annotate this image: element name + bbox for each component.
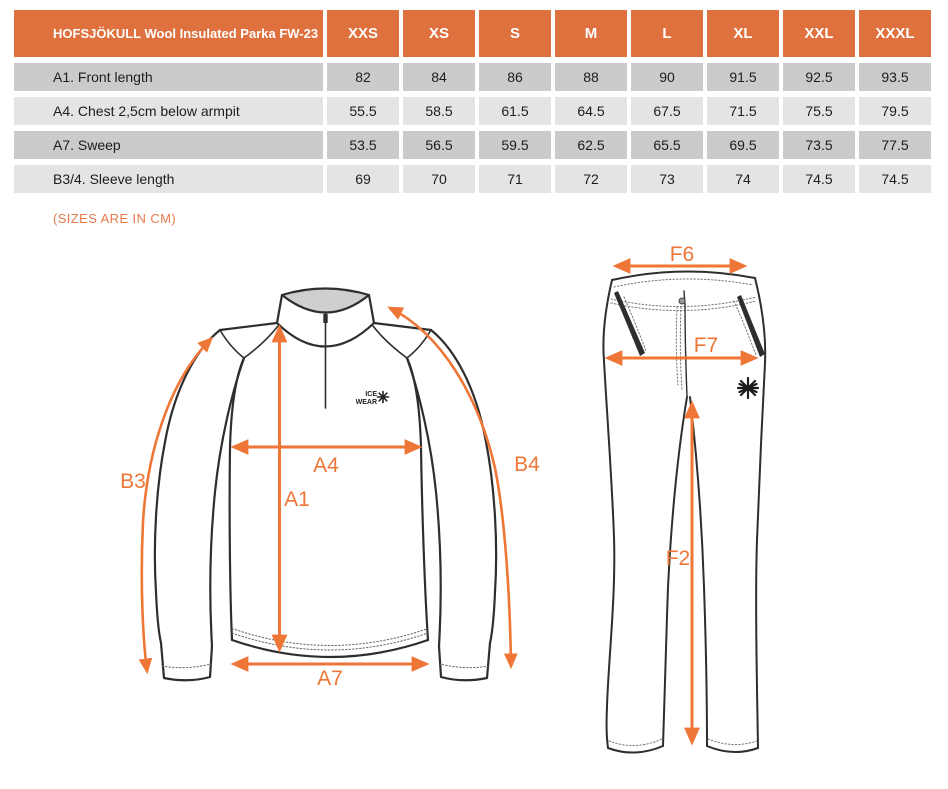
cell-b34-xxs: 69 xyxy=(327,165,399,193)
zipper-pull xyxy=(323,314,327,323)
measurement-label-b4: B4 xyxy=(514,453,540,476)
size-col-header-s: S xyxy=(479,10,551,57)
cell-a7-xxs: 53.5 xyxy=(327,131,399,159)
row-label-a4: A4. Chest 2,5cm below armpit xyxy=(14,97,323,125)
cell-a1-m: 88 xyxy=(555,63,627,91)
pants-diagram xyxy=(590,245,810,765)
cell-a4-xl: 71.5 xyxy=(707,97,779,125)
icewear-logo-text-line1: ICE xyxy=(365,391,377,398)
measurement-label-a4: A4 xyxy=(313,454,339,477)
size-col-header-xl: XL xyxy=(707,10,779,57)
cell-b34-xl: 74 xyxy=(707,165,779,193)
size-col-header-xxs: XXS xyxy=(327,10,399,57)
measurement-label-f2: F2 xyxy=(665,547,691,570)
row-label-b34: B3/4. Sleeve length xyxy=(14,165,323,193)
cell-b34-xxl: 74.5 xyxy=(783,165,855,193)
cell-a4-m: 64.5 xyxy=(555,97,627,125)
cell-a4-xs: 58.5 xyxy=(403,97,475,125)
icewear-logo xyxy=(356,391,389,406)
cell-a4-l: 67.5 xyxy=(631,97,703,125)
b3-arrow xyxy=(142,339,211,671)
measurement-label-a1: A1 xyxy=(284,488,310,511)
cell-a7-m: 62.5 xyxy=(555,131,627,159)
cell-a4-xxxl: 79.5 xyxy=(859,97,931,125)
row-label-a1: A1. Front length xyxy=(14,63,323,91)
cell-b34-xs: 70 xyxy=(403,165,475,193)
sizes-unit-note: (SIZES ARE IN CM) xyxy=(53,211,177,226)
cell-a4-xxs: 55.5 xyxy=(327,97,399,125)
cell-b34-xxxl: 74.5 xyxy=(859,165,931,193)
table-title: HOFSJÖKULL Wool Insulated Parka FW-23 xyxy=(14,10,323,57)
measurement-label-b3: B3 xyxy=(120,470,146,493)
snowflake-icon xyxy=(738,378,758,398)
cell-a7-s: 59.5 xyxy=(479,131,551,159)
pants-measure-arrows xyxy=(608,266,755,742)
cell-b34-l: 73 xyxy=(631,165,703,193)
size-col-header-xxl: XXL xyxy=(783,10,855,57)
size-col-header-m: M xyxy=(555,10,627,57)
cell-a1-xxs: 82 xyxy=(327,63,399,91)
waist-button xyxy=(679,298,685,304)
cell-a1-s: 86 xyxy=(479,63,551,91)
cell-a4-xxl: 75.5 xyxy=(783,97,855,125)
size-col-header-l: L xyxy=(631,10,703,57)
row-label-a7: A7. Sweep xyxy=(14,131,323,159)
collar-inner xyxy=(282,289,369,313)
cell-a1-xxl: 92.5 xyxy=(783,63,855,91)
measurement-label-a7: A7 xyxy=(317,667,343,690)
size-table xyxy=(14,10,931,193)
cell-a7-xxxl: 77.5 xyxy=(859,131,931,159)
cell-a7-xxl: 73.5 xyxy=(783,131,855,159)
cell-a7-l: 65.5 xyxy=(631,131,703,159)
pants-outline xyxy=(603,271,765,752)
cell-b34-m: 72 xyxy=(555,165,627,193)
cell-a7-xs: 56.5 xyxy=(403,131,475,159)
left-pocket-trim xyxy=(614,291,645,356)
icewear-logo-text-line2: WEAR xyxy=(355,399,377,406)
cell-a7-xl: 69.5 xyxy=(707,131,779,159)
cell-a4-s: 61.5 xyxy=(479,97,551,125)
size-col-header-xxxl: XXXL xyxy=(859,10,931,57)
cell-b34-s: 71 xyxy=(479,165,551,193)
measurement-label-f7: F7 xyxy=(693,334,719,357)
cell-a1-xl: 91.5 xyxy=(707,63,779,91)
cell-a1-l: 90 xyxy=(631,63,703,91)
jacket-diagram xyxy=(120,250,570,700)
jacket-measure-arrows xyxy=(142,308,511,671)
jacket-outline xyxy=(155,289,496,681)
snowflake-icon xyxy=(378,392,389,403)
cell-a1-xs: 84 xyxy=(403,63,475,91)
measurement-label-f6: F6 xyxy=(669,245,695,266)
cell-a1-xxxl: 93.5 xyxy=(859,63,931,91)
size-col-header-xs: XS xyxy=(403,10,475,57)
